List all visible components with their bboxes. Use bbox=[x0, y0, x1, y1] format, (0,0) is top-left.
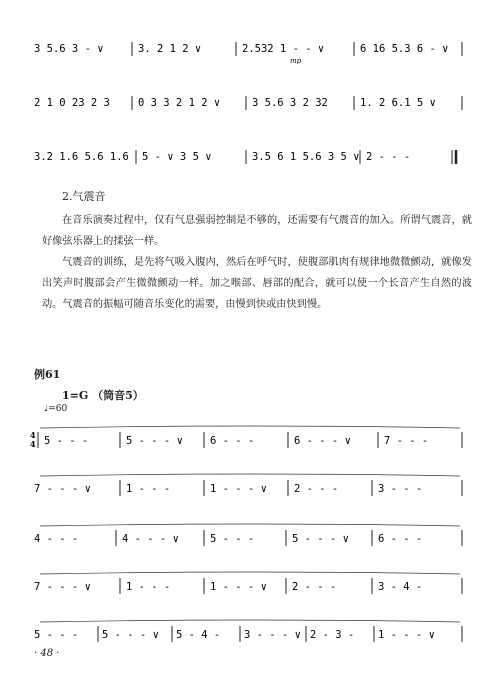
score-line-1-svg bbox=[0, 34, 499, 64]
measure-4: 6 - - - ∨ bbox=[294, 435, 351, 447]
measure-4: 5 - - - ∨ bbox=[292, 533, 349, 545]
measure-5: 2 - 3 - bbox=[310, 629, 355, 641]
score-line-1 bbox=[0, 34, 499, 64]
measure-2: 0 3 3 2 1 2 ∨ bbox=[138, 97, 221, 109]
measure-1: 2 1 0 23 2 3 bbox=[34, 97, 110, 109]
measure-5: 6 - - - bbox=[378, 533, 423, 545]
vibrato-mark bbox=[40, 572, 460, 574]
measure-2: 1 - - - bbox=[126, 581, 171, 593]
measure-3: 2.532 1 - - ∨ bbox=[242, 43, 325, 55]
measure-2: 4 - - - ∨ bbox=[122, 533, 179, 545]
example-line-4 bbox=[0, 570, 499, 600]
measure-3: 5 - 4 - bbox=[176, 629, 221, 641]
measure-3: 1 - - - ∨ bbox=[210, 581, 267, 593]
measure-3: 3 5.6 3 2 32 bbox=[252, 97, 328, 109]
measure-4: 3 - - - ∨ bbox=[244, 629, 301, 641]
time-sig-top: 4 bbox=[30, 430, 36, 440]
measure-2: 5 - - - ∨ bbox=[102, 629, 159, 641]
measure-1: 5 - - - bbox=[44, 435, 89, 447]
measure-5: 3 - 4 - bbox=[378, 581, 423, 593]
measure-5: 3 - - - bbox=[378, 483, 423, 495]
vibrato-mark bbox=[40, 524, 460, 526]
measure-3: 1 - - - ∨ bbox=[210, 483, 267, 495]
vibrato-mark bbox=[40, 474, 460, 476]
vibrato-mark bbox=[40, 620, 460, 622]
example-line-2 bbox=[0, 472, 499, 502]
time-sig-bottom: 4 bbox=[30, 439, 36, 449]
tempo-marking: ♩=60 bbox=[44, 404, 68, 414]
example-line-2-svg bbox=[0, 472, 499, 502]
measure-4: 2 - - - bbox=[366, 151, 411, 163]
measure-2: 5 - ∨ 3 5 ∨ bbox=[142, 151, 212, 163]
vibrato-mark bbox=[40, 426, 460, 428]
measure-4: 2 - - - bbox=[292, 581, 337, 593]
measure-4: 1. 2 6.1 5 ∨ bbox=[360, 97, 436, 109]
measure-5: 7 - - - bbox=[384, 435, 429, 447]
example-line-5 bbox=[0, 618, 499, 648]
measure-1: 3 5.6 3 - ∨ bbox=[34, 43, 104, 55]
example-line-3 bbox=[0, 522, 499, 552]
dynamic-mark: mp bbox=[290, 57, 302, 64]
paragraph-1: 在音乐演奏过程中，仅有气息强弱控制是不够的，还需要有气震音的加入。所谓气震音，就好像弦乐器上的揉弦一样。 bbox=[42, 215, 472, 247]
score-line-3 bbox=[0, 142, 499, 172]
key-signature: 1=G （筒音5） bbox=[62, 389, 144, 402]
measure-4: 6 16 5.3 6 - ∨ bbox=[360, 43, 449, 55]
paragraph-2: 气震音的训练，是先将气吸入腹内，然后在呼气时，使腹部肌肉有规律地微微颤动，就像发出笑声时腹部会产生微微颤动一样。加之喉部、唇部的配合，就可以使一个长音产生自然的波动。气震音的振幅可随音乐变化的需要，由慢到快或由快到慢。 bbox=[42, 257, 472, 310]
measure-1: 4 - - - bbox=[34, 533, 79, 545]
measure-2: 1 - - - bbox=[126, 483, 171, 495]
measure-2: 5 - - - ∨ bbox=[126, 435, 183, 447]
measure-3: 5 - - - bbox=[210, 533, 255, 545]
example-line-1 bbox=[0, 424, 499, 454]
measure-3: 6 - - - bbox=[210, 435, 255, 447]
measure-2: 3. 2 1 2 ∨ bbox=[138, 43, 202, 55]
measure-1: 3.2 1.6 5.6 1.6 bbox=[34, 151, 129, 163]
measure-6: 1 - - - ∨ bbox=[378, 629, 435, 641]
measure-1: 5 - - - bbox=[34, 629, 79, 641]
score-line-2-svg bbox=[0, 88, 499, 118]
section-heading: 2.气震音 bbox=[62, 190, 106, 203]
example-line-5-svg bbox=[0, 618, 499, 648]
score-line-3-svg bbox=[0, 142, 499, 172]
example-line-3-svg bbox=[0, 522, 499, 552]
example-line-1-svg bbox=[0, 424, 499, 454]
measure-1: 7 - - - ∨ bbox=[34, 483, 91, 495]
example-line-4-svg bbox=[0, 570, 499, 600]
page-number: · 48 · bbox=[34, 648, 60, 659]
measure-3: 3.5 6 1 5.6 3 5 ∨ bbox=[252, 151, 360, 163]
measure-1: 7 - - - ∨ bbox=[34, 581, 91, 593]
score-line-2 bbox=[0, 88, 499, 118]
example-label: 例61 bbox=[34, 368, 61, 381]
measure-4: 2 - - - bbox=[294, 483, 339, 495]
